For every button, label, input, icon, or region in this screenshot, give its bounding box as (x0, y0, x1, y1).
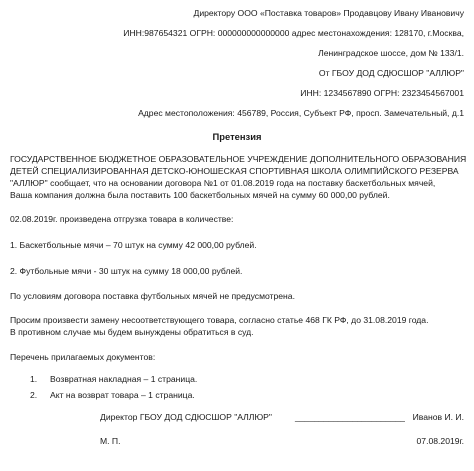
signatory-name: Иванов И. И. (412, 412, 464, 422)
sender-line: От ГБОУ ДОД СДЮСШОР "АЛЛЮР" (318, 68, 464, 78)
attachment-item: Возвратная накладная – 1 страница. (50, 374, 198, 384)
intro-line-4: Ваша компания должна была поставить 100 баскетбольных мячей на сумму 60 000,00 рублей. (10, 190, 390, 200)
attachments-title: Перечень прилагаемых документов: (10, 352, 156, 362)
document-title: Претензия (212, 131, 262, 142)
not-provided-text: По условиям договора поставка футбольных мячей не предусмотрена. (10, 291, 295, 301)
request-line-1: Просим произвести замену несоответствующего товара, согласно статье 468 ГК РФ, до 31.08.2019 года. (10, 315, 429, 325)
item-basketballs: 1. Баскетбольные мячи – 70 штук на сумму 42 000,00 рублей. (10, 240, 257, 250)
request-line-2: В противном случае мы будем вынуждены обратиться в суд. (10, 327, 254, 337)
recipient-inn: ИНН:987654321 ОГРН: 000000000000000 адрес местонахождения: 128170, г.Москва, (123, 28, 464, 38)
shipment-text: 02.08.2019г. произведена отгрузка товара в количестве: (10, 214, 234, 224)
recipient-line: Директору ООО «Поставка товаров» Продавцову Ивану Ивановичу (193, 8, 464, 18)
signatory-position: Директор ГБОУ ДОД СДЮСШОР "АЛЛЮР" (100, 412, 272, 422)
intro-line-1: ГОСУДАРСТВЕННОЕ БЮДЖЕТНОЕ ОБРАЗОВАТЕЛЬНОЕ УЧРЕЖДЕНИЕ ДОПОЛНИТЕЛЬНОГО ОБРАЗОВАНИЯ (10, 154, 467, 164)
item-footballs: 2. Футбольные мячи - 30 штук на сумму 18 000,00 рублей. (10, 266, 243, 276)
intro-line-2: ДЕТЕЙ СПЕЦИАЛИЗИРОВАННАЯ ДЕТСКО-ЮНОШЕСКАЯ СПОРТИВНАЯ ШКОЛА ОЛИМПИЙСКОГО РЕЗЕРВА (10, 166, 459, 176)
stamp-placeholder: М. П. (100, 436, 121, 446)
sender-inn: ИНН: 1234567890 ОГРН: 2323454567001 (300, 88, 464, 98)
attachment-item: Акт на возврат товара – 1 страница. (50, 390, 195, 400)
document-date: 07.08.2019г. (416, 436, 464, 446)
recipient-address: Ленинградское шоссе, дом № 133/1. (318, 48, 464, 58)
sender-address: Адрес местоположения: 456789, Россия, Субъект РФ, просп. Замечательный, д.1 (138, 108, 464, 118)
signature-line: _______________________ (295, 412, 405, 422)
intro-line-3: "АЛЛЮР" сообщает, что на основании договора №1 от 01.08.2019 года на поставку баскетбольных мячей, (10, 178, 436, 188)
attachment-number: 2. (30, 390, 38, 400)
attachment-number: 1. (30, 374, 38, 384)
